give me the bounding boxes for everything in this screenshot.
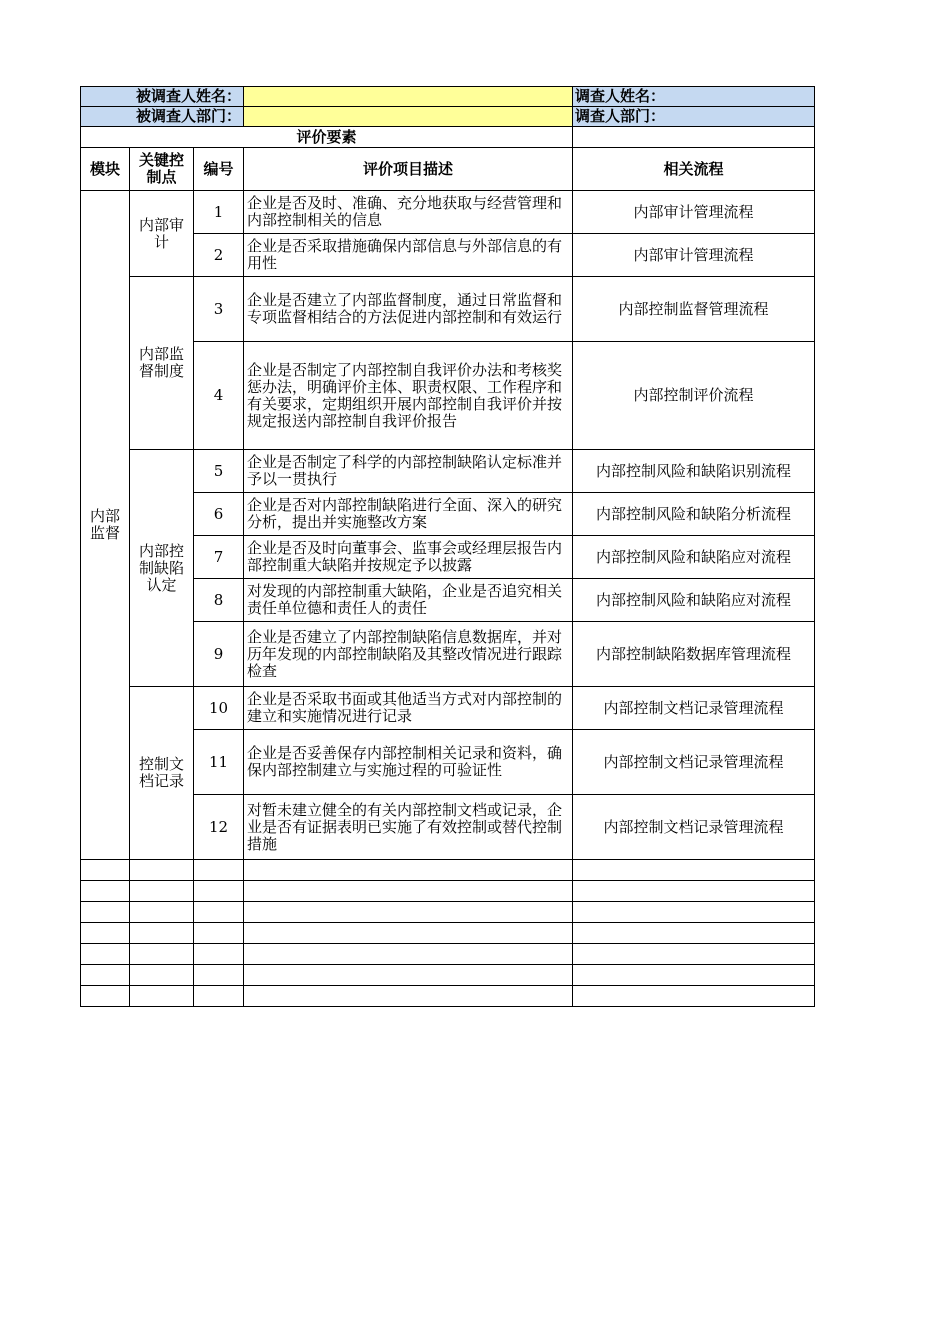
related-process: 内部控制风险和缺陷应对流程: [573, 579, 815, 622]
respondent-dept-input[interactable]: [244, 107, 573, 127]
empty-cell[interactable]: [244, 923, 573, 944]
empty-row: [81, 881, 815, 902]
empty-cell[interactable]: [130, 881, 194, 902]
empty-cell[interactable]: [194, 986, 244, 1007]
related-process: 内部控制监督管理流程: [573, 277, 815, 342]
item-description: 对发现的内部控制重大缺陷，企业是否追究相关责任单位德和责任人的责任: [244, 579, 573, 622]
item-number: 2: [194, 234, 244, 277]
respondent-name-input[interactable]: [244, 87, 573, 107]
item-number: 10: [194, 687, 244, 730]
empty-cell[interactable]: [573, 986, 815, 1007]
blank-header-cell: [573, 127, 815, 148]
related-process: 内部控制风险和缺陷应对流程: [573, 536, 815, 579]
empty-cell[interactable]: [130, 923, 194, 944]
item-number: 7: [194, 536, 244, 579]
item-description: 企业是否采取书面或其他适当方式对内部控制的建立和实施情况进行记录: [244, 687, 573, 730]
item-description: 企业是否及时、准确、充分地获取与经营管理和内部控制相关的信息: [244, 191, 573, 234]
item-description: 企业是否妥善保存内部控制相关记录和资料，确保内部控制建立与实施过程的可验证性: [244, 730, 573, 795]
empty-cell[interactable]: [573, 944, 815, 965]
empty-cell[interactable]: [194, 902, 244, 923]
key-control-cell: 内部监督制度: [130, 277, 194, 450]
empty-cell[interactable]: [573, 902, 815, 923]
item-description: 企业是否建立了内部监督制度，通过日常监督和专项监督相结合的方法促进内部控制和有效运行: [244, 277, 573, 342]
survey-table: [80, 86, 815, 1007]
empty-cell[interactable]: [194, 944, 244, 965]
empty-cell[interactable]: [130, 986, 194, 1007]
surveyor-dept-label: 调查人部门：: [573, 107, 815, 127]
empty-cell[interactable]: [194, 965, 244, 986]
empty-cell[interactable]: [130, 902, 194, 923]
column-header-description: 评价项目描述: [244, 148, 573, 191]
item-number: 8: [194, 579, 244, 622]
empty-row: [81, 944, 815, 965]
empty-row: [81, 902, 815, 923]
item-description: 企业是否对内部控制缺陷进行全面、深入的研究分析，提出并实施整改方案: [244, 493, 573, 536]
respondent-dept-label: 被调查人部门：: [81, 107, 244, 127]
item-description: 对暂未建立健全的有关内部控制文档或记录，企业是否有证据表明已实施了有效控制或替代控制措施: [244, 795, 573, 860]
item-description: 企业是否建立了内部控制缺陷信息数据库，并对历年发现的内部控制缺陷及其整改情况进行跟踪检查: [244, 622, 573, 687]
empty-cell[interactable]: [573, 965, 815, 986]
related-process: 内部控制文档记录管理流程: [573, 687, 815, 730]
eval-elements-header: 评价要素: [81, 127, 573, 148]
empty-cell[interactable]: [81, 902, 130, 923]
item-description: 企业是否及时向董事会、监事会或经理层报告内部控制重大缺陷并按规定予以披露: [244, 536, 573, 579]
empty-row: [81, 986, 815, 1007]
item-number: 6: [194, 493, 244, 536]
table-row: [81, 687, 815, 730]
empty-row: [81, 965, 815, 986]
empty-row: [81, 860, 815, 881]
empty-cell[interactable]: [81, 860, 130, 881]
empty-cell[interactable]: [244, 881, 573, 902]
empty-cell[interactable]: [130, 965, 194, 986]
item-number: 1: [194, 191, 244, 234]
empty-cell[interactable]: [244, 944, 573, 965]
key-control-cell: 控制文档记录: [130, 687, 194, 860]
related-process: 内部控制文档记录管理流程: [573, 795, 815, 860]
table-row: [81, 191, 815, 234]
empty-cell[interactable]: [244, 986, 573, 1007]
respondent-name-label: 被调查人姓名：: [81, 87, 244, 107]
empty-cell[interactable]: [81, 965, 130, 986]
table-row: [81, 450, 815, 493]
surveyor-name-label: 调查人姓名：: [573, 87, 815, 107]
empty-cell[interactable]: [244, 860, 573, 881]
item-description: 企业是否制定了科学的内部控制缺陷认定标准并予以一贯执行: [244, 450, 573, 493]
empty-cell[interactable]: [573, 860, 815, 881]
empty-cell[interactable]: [244, 965, 573, 986]
empty-cell[interactable]: [81, 944, 130, 965]
empty-cell[interactable]: [81, 923, 130, 944]
column-header-module: 模块: [81, 148, 130, 191]
empty-cell[interactable]: [81, 986, 130, 1007]
column-header-key-control: 关键控制点: [130, 148, 194, 191]
related-process: 内部审计管理流程: [573, 234, 815, 277]
column-header-process: 相关流程: [573, 148, 815, 191]
related-process: 内部控制风险和缺陷分析流程: [573, 493, 815, 536]
item-description: 企业是否制定了内部控制自我评价办法和考核奖惩办法，明确评价主体、职责权限、工作程序和有关要求，定期组织开展内部控制自我评价并按规定报送内部控制自我评价报告: [244, 342, 573, 450]
table-row: [81, 277, 815, 342]
item-number: 12: [194, 795, 244, 860]
empty-cell[interactable]: [81, 881, 130, 902]
empty-cell[interactable]: [130, 944, 194, 965]
empty-cell[interactable]: [130, 860, 194, 881]
item-number: 9: [194, 622, 244, 687]
key-control-cell: 内部审计: [130, 191, 194, 277]
related-process: 内部控制缺陷数据库管理流程: [573, 622, 815, 687]
item-number: 11: [194, 730, 244, 795]
empty-cell[interactable]: [573, 881, 815, 902]
empty-cell[interactable]: [194, 860, 244, 881]
item-description: 企业是否采取措施确保内部信息与外部信息的有用性: [244, 234, 573, 277]
empty-cell[interactable]: [573, 923, 815, 944]
related-process: 内部控制文档记录管理流程: [573, 730, 815, 795]
related-process: 内部控制评价流程: [573, 342, 815, 450]
module-cell: 内部监督: [81, 191, 130, 860]
related-process: 内部审计管理流程: [573, 191, 815, 234]
item-number: 5: [194, 450, 244, 493]
empty-cell[interactable]: [244, 902, 573, 923]
empty-row: [81, 923, 815, 944]
empty-cell[interactable]: [194, 881, 244, 902]
key-control-cell: 内部控制缺陷认定: [130, 450, 194, 687]
item-number: 3: [194, 277, 244, 342]
related-process: 内部控制风险和缺陷识别流程: [573, 450, 815, 493]
empty-cell[interactable]: [194, 923, 244, 944]
item-number: 4: [194, 342, 244, 450]
column-header-number: 编号: [194, 148, 244, 191]
